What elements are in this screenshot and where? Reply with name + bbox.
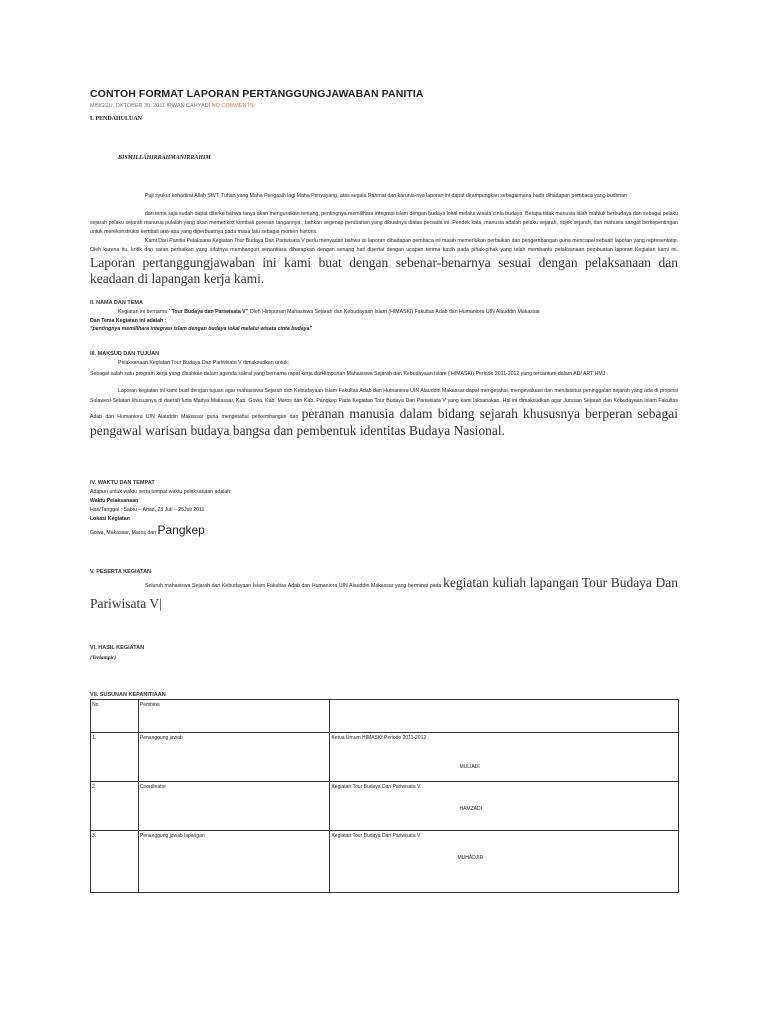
nama-kegiatan-name: Tour Budaya dan Pariwisata V” — [170, 309, 249, 315]
text-cursor: | — [159, 596, 162, 611]
lokasi-label: Lokasi Kegiatan — [90, 516, 130, 522]
nama-kegiatan-post: Oleh Himpunan Mahasiswa Sejarah dan Kebudayaan Islam (HIMASKI) Fakultas Adab dan Humaniora UIN Alauddin Makassar — [248, 309, 541, 315]
table-row — [91, 831, 679, 893]
section-heading-pendahuluan: I. PENDAHULUAN — [90, 116, 143, 122]
kepanitiaan-table — [90, 699, 679, 893]
peserta-small: Seluruh mahasiswa Sejarah dan Kebudayaan Islam Fakultas Adab dan Humaniora UIN Alauddin Makassar yang berminat pada — [145, 583, 442, 589]
table-row — [91, 700, 679, 733]
post-meta — [90, 103, 254, 109]
maksud-tujuan-paragraph — [90, 387, 678, 439]
table-cell-desc — [330, 831, 679, 893]
peserta-paragraph — [90, 575, 678, 617]
table-cell-role: Pembina — [138, 700, 330, 733]
section-heading-nama-tema: II. NAMA DAN TEMA — [90, 300, 143, 306]
table-cell-role: Penanggung jawab — [138, 733, 330, 782]
table-cell-desc — [330, 733, 679, 782]
paragraph-tema: dari tema saja sudah dapat diterka bahwa tanya akan menguraikan tentang, pentingnya memilihara integrasi islam dengan budaya lokal melalui wisata cinta budaya. Betapa tidak manusia ialah mahluk berbudaya dan sebagai pelaku sejarah pelaku sejarah manusia pulalah yang akan memerikos kembali goresan tangannya , bahkan segenap perubahan yang dibuatnya diatas persada ini. Pendek kata, manusia adalah pelaku sejarah, objek sejarah, dan manusia sangat berkepentingan untuk merekonstruksi kembali apa-apa yang diperbuatnya pada masa lalu sebagai momen historis. — [90, 211, 678, 235]
table-name-text: MUHADJIR — [457, 855, 484, 861]
tema-label: Dan Tema Kegiatan ini adalah : — [90, 318, 167, 324]
table-cell-desc — [330, 782, 679, 831]
maksud-tujuan-small: Laporan kegiatan ini kami buat dengan tujuan agar mahasiswa Sejarah dan Kebudayaan Islam Fakultas Adab dan Humaniora UIN Alauddin Makassar dapat mengetahui, mengevaluasi dan menilaisitus peninggalan sejarah yang ada di propinsi Sulawesi-Selatan khususnya di daerah kota Madya Makassar, Kab. Gowa, Kab. Maros dan Kab. Pangkep Pada Kegiatan Tour Budaya Dan Pariwisata V yang kami laksanakan. Hal ini dimaksudkan agar Jurusan Sejarah dan Kebudayaan Islam Fakultas Adab dan Humaniora UIN Alauddin Makassar guna mengetahui perkembangan dan — [90, 388, 678, 420]
nama-kegiatan-pre: Kegiatan ini bernama “ — [118, 309, 171, 315]
paragraph-syukur: Puji syukur kehadirat Allah SWT, Tuhan yang Maha Pengasih lagi Maha Penyayang, atas segala Rahmat dan karunia-nya laporan ini dapat dirampungkan sebagaimana hadir dihadapan pembaca yang budiman — [145, 193, 627, 199]
table-row — [91, 782, 679, 831]
paragraph-panitia — [90, 237, 678, 287]
waktu-hari-tanggal: Hari/Tanggal : Sabtu – Ahad, 23 Juli – 25Juli 2011 — [90, 507, 205, 513]
peserta-big: kegiatan kuliah lapangan Tour Budaya Dan Pariwisata V — [90, 575, 679, 611]
post-date-author: MINGGU, OKTOBER 30, 2011 IRWAN CAHYADI — [90, 103, 211, 109]
paragraph-panitia-small: Kami Dari Panitia Pelaksana Kegiatan Tour Budaya Dan Pariwisata V perlu menyadari bahwa isi laporan dihadapan pembaca ini masih memerlukan perbaikan dan pengembangan guna mencapai sebuah laporan yang representatip. Oleh karena itu, kritik dan saran perbaikan yang sifatnya membangun senantiasa diharapkan dengan senang hati disertai dengan ucapan terima kasih pada pihak-pihak yang telah membantu pelaksanaan pembuatan laporan Kegiatan kami ini. — [90, 238, 678, 253]
table-cell-no: 1. — [91, 733, 139, 782]
section-heading-maksud: III. MAKSUD DAN TUJUAN — [90, 351, 160, 357]
lokasi-pangkep: Pangkep — [157, 523, 205, 537]
table-cell-role: Coordinator — [138, 782, 330, 831]
section-heading-hasil: VI. HASIL KEGIATAN — [90, 645, 145, 651]
table-row — [91, 733, 679, 782]
bismillah-text: BISMILLAHIRRAHMANIRRAHIM — [118, 155, 211, 161]
nama-kegiatan-line — [118, 308, 678, 317]
maksud-tujuan-big: peranan manusia dalam bidang sejarah khususnya berperan sebagai pengawal warisan budaya bangsa dan pembentuk identitas Budaya Nasional. — [90, 406, 678, 438]
lokasi-text: Gowa, Makassar, Maros dan — [90, 530, 157, 536]
tema-text: “pentingnya memilihara integrasi islam dengan budaya lokal melalui wisata cinta budaya” — [90, 326, 312, 332]
waktu-label: Waktu Pelaksanaan — [90, 498, 139, 504]
table-desc-text: Kegiatan Tour Budaya Dan Pariwisata V — [331, 833, 421, 839]
section-heading-susunan: VII. SUSUNAN KEPANITIAAN — [90, 692, 166, 698]
waktu-intro: Adapun untuk waktu serta tempat waktu pelaksanaan adalah: — [90, 489, 232, 495]
section-heading-waktu: IV. WAKTU DAN TEMPAT — [90, 480, 155, 486]
table-cell-role: Penanggung jawab lapangan — [138, 831, 330, 893]
table-name-text: HAMZADI — [459, 806, 482, 812]
document-title: CONTOH FORMAT LAPORAN PERTANGGUNGJAWABAN PANITIA — [90, 88, 424, 100]
table-name-text: MULIADI — [459, 764, 480, 770]
lokasi-line — [90, 523, 205, 537]
maksud-program-kerja: Sebagai salah satu program kerja yang disahkan dalam agenda sakral yang bernama rapat kerja darHimpunan Mahasiswa Sejarah dan Kebudayaan Islam ( HIMASKI) Periode 2011-2012 yang tercantum dalam AD/ ART HMJ . — [90, 371, 609, 377]
table-cell-no: No — [91, 700, 139, 733]
table-cell-desc — [330, 700, 679, 733]
section-heading-peserta: V. PESERTA KEGIATAN — [90, 569, 152, 575]
maksud-intro: Pelaksanaan Kegiatan Tour Budaya Dan Pariwisata V dimaksudkan untuk: — [118, 360, 290, 366]
paragraph-panitia-big: Laporan pertanggungjawaban ini kami buat dengan sebenar-benarnya sesuai dengan pelaksanaan dan keadaan di lapangan kerja kami. — [90, 255, 678, 286]
table-desc-text: Kegiatan Tour Budaya Dan Pariwisata V. — [331, 784, 422, 790]
comments-link[interactable]: NO COMMENTS — [211, 103, 254, 109]
table-cell-no: 2. — [91, 782, 139, 831]
table-cell-no: 3. — [91, 831, 139, 893]
hasil-note: (Terlampir) — [90, 655, 117, 661]
table-desc-text: Ketua Umum HIMASKI Periode 2011-2012 — [331, 735, 427, 741]
